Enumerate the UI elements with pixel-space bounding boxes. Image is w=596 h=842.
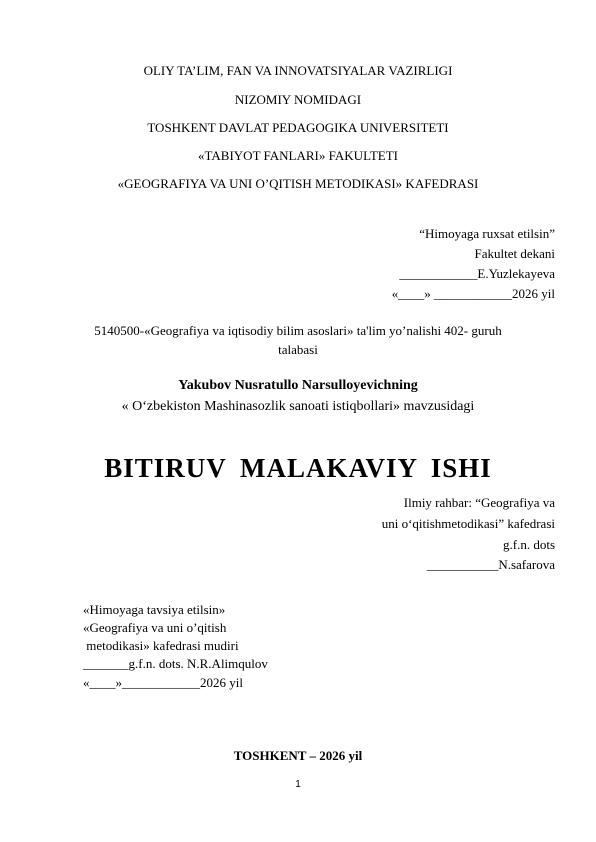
supervisor-signature: ___________N.safarova [426,557,555,572]
supervisor-line-1: Ilmiy rahbar: “Geografiya va [403,495,555,510]
approval-date: «____» ____________2026 yil [391,286,555,301]
document-title: BITIRUV MALAKAVIY ISHI [104,453,492,483]
program-student-label: talabasi [278,342,318,357]
recommendation-heading: «Himoyaga tavsiya etilsin» [83,602,226,617]
page-number: 1 [295,779,301,790]
supervisor-degree: g.f.n. dots [503,537,555,552]
approval-dean-signature: ____________E.Yuzlekayeva [399,266,555,281]
program-line: 5140500-«Geografiya va iqtisodiy bilim asoslari» ta'lim yo’nalishi 402- guruh [94,323,502,338]
recommendation-department-2: metodikasi» kafedrasi mudiri [83,638,239,653]
city-year: TOSHKENT – 2026 yil [233,748,363,763]
approval-heading: “Himoyaga ruxsat etilsin” [419,226,555,241]
thesis-topic: « O‘zbekiston Mashinasozlik sanoati istiqbollari» mavzusidagi [121,399,475,414]
recommendation-date: «____»____________2026 yil [83,675,243,690]
approval-dean-title: Fakultet dekani [474,246,555,261]
department-name: «GEOGRAFIYA VA UNI O’QITISH METODIKASI» KAFEDRASI [117,176,479,191]
faculty-name: «TABIYOT FANLARI» FAKULTETI [198,148,398,163]
student-name: Yakubov Nusratullo Narsulloyevichning [178,378,418,393]
recommendation-department-1: «Geografiya va uni o’qitish [83,620,227,635]
recommendation-head-signature: _______g.f.n. dots. N.R.Alimqulov [83,656,268,671]
university-name: TOSHKENT DAVLAT PEDAGOGIKA UNIVERSITETI [147,120,449,135]
supervisor-line-2: uni o‘qitishmetodikasi” kafedrasi [381,516,555,531]
ministry-name: OLIY TA’LIM, FAN VA INNOVATSIYALAR VAZIRLIGI [143,63,453,78]
named-after: NIZOMIY NOMIDAGI [234,92,362,107]
